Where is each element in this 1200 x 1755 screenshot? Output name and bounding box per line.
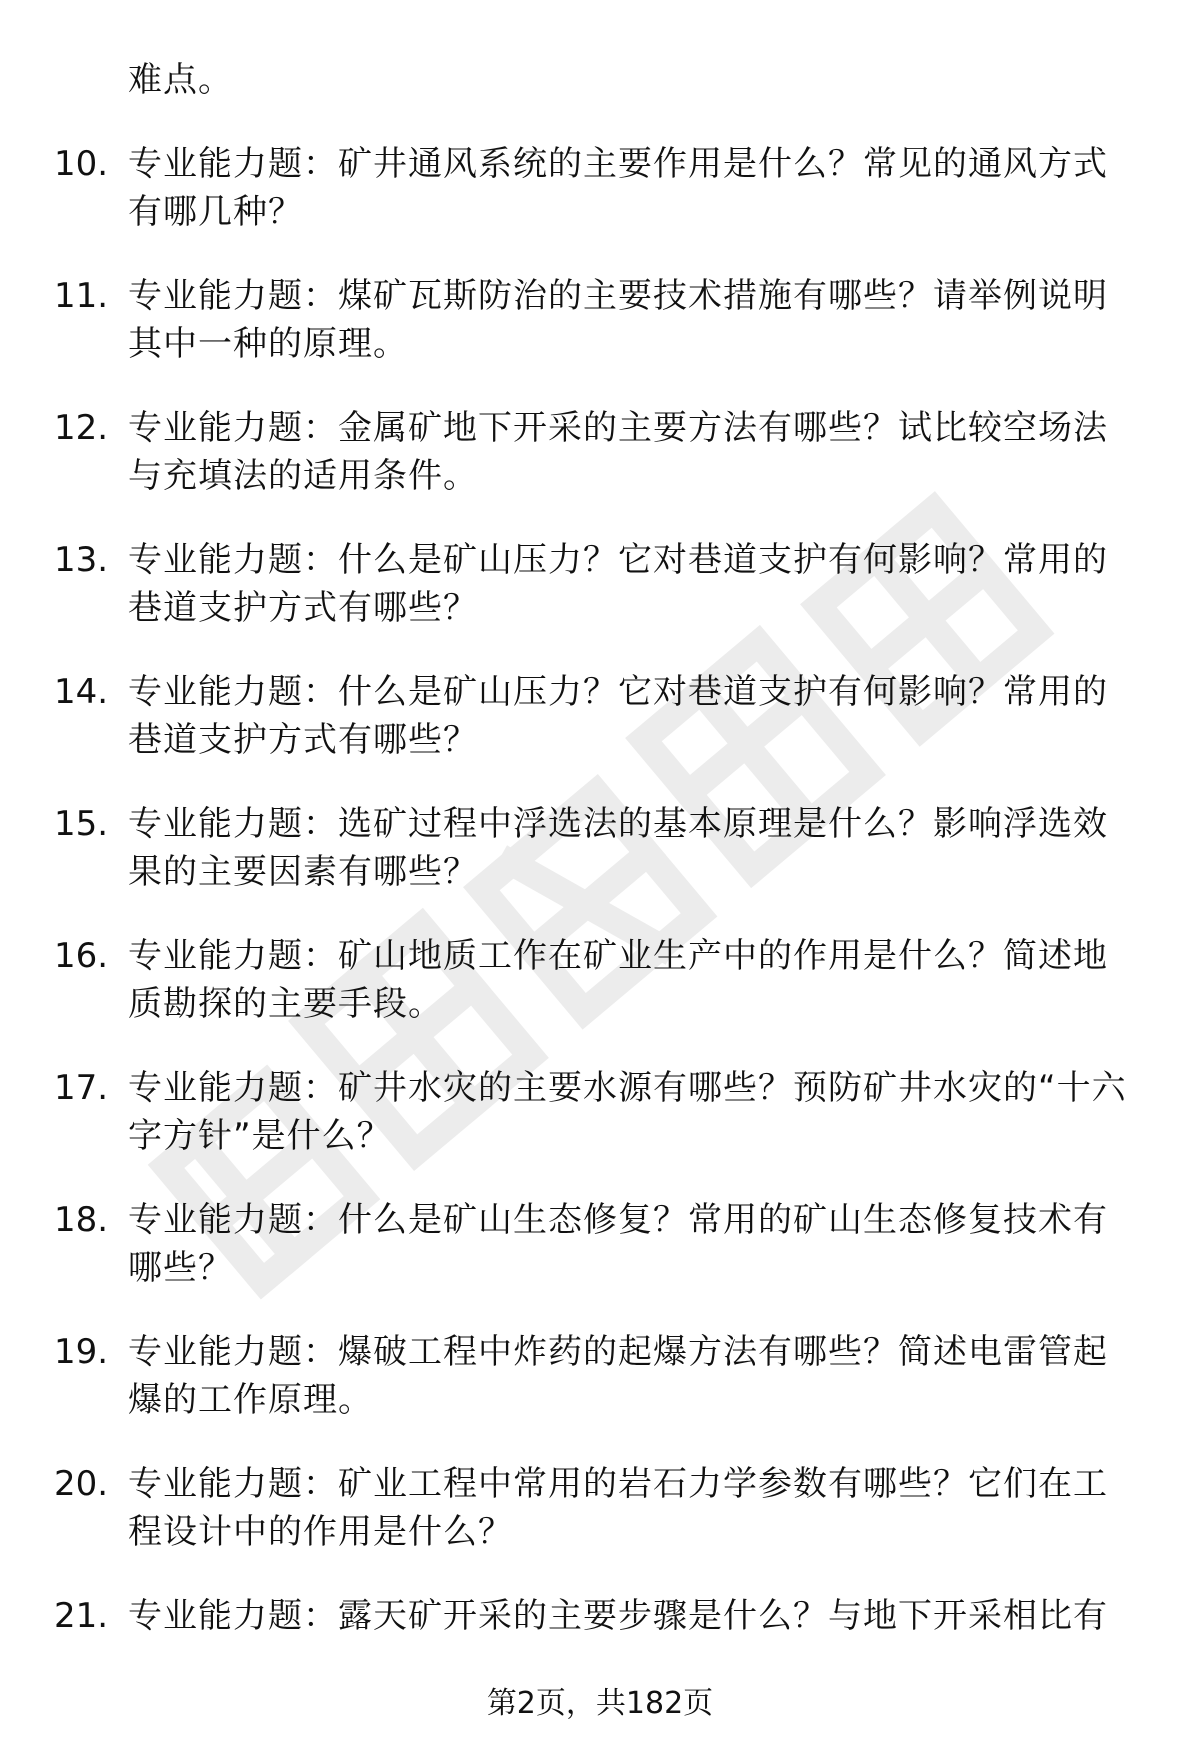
question-item xyxy=(0,1460,1200,1592)
question-number: 11. xyxy=(54,276,109,316)
question-number: 21. xyxy=(54,1596,109,1636)
question-text: 专业能力题：什么是矿山生态修复？常用的矿山生态修复技术有哪些？ xyxy=(128,1200,1108,1288)
question-number: 19. xyxy=(54,1332,109,1372)
question-number: 14. xyxy=(54,672,109,712)
question-text: 专业能力题：矿业工程中常用的岩石力学参数有哪些？它们在工程设计中的作用是什么？ xyxy=(128,1464,1108,1552)
question-item xyxy=(0,1196,1200,1328)
question-list xyxy=(0,140,1200,1724)
question-text: 专业能力题：爆破工程中炸药的起爆方法有哪些？简述电雷管起爆的工作原理。 xyxy=(128,1332,1108,1420)
question-number: 13. xyxy=(54,540,109,580)
continuation-text: 难点。 xyxy=(128,60,233,100)
question-number: 17. xyxy=(54,1068,109,1108)
question-text: 专业能力题：金属矿地下开采的主要方法有哪些？试比较空场法与充填法的适用条件。 xyxy=(128,408,1108,496)
question-item xyxy=(0,1064,1200,1196)
page-footer: 第2页，共182页 xyxy=(486,1686,714,1721)
question-number: 12. xyxy=(54,408,109,448)
question-item xyxy=(0,404,1200,536)
question-item xyxy=(0,1328,1200,1460)
question-item xyxy=(0,536,1200,668)
question-item xyxy=(0,932,1200,1064)
question-item xyxy=(0,272,1200,404)
question-text: 专业能力题：什么是矿山压力？它对巷道支护有何影响？常用的巷道支护方式有哪些？ xyxy=(128,540,1108,628)
question-number: 15. xyxy=(54,804,109,844)
question-text: 专业能力题：煤矿瓦斯防治的主要技术措施有哪些？请举例说明其中一种的原理。 xyxy=(128,276,1108,364)
question-item xyxy=(0,800,1200,932)
question-text: 专业能力题：矿井通风系统的主要作用是什么？常见的通风方式有哪几种？ xyxy=(128,144,1108,232)
question-text: 专业能力题：选矿过程中浮选法的基本原理是什么？影响浮选效果的主要因素有哪些？ xyxy=(128,804,1108,892)
question-text: 专业能力题：什么是矿山压力？它对巷道支护有何影响？常用的巷道支护方式有哪些？ xyxy=(128,672,1108,760)
question-number: 16. xyxy=(54,936,109,976)
question-number: 10. xyxy=(54,144,109,184)
question-number: 20. xyxy=(54,1464,109,1504)
question-text: 专业能力题：矿井水灾的主要水源有哪些？预防矿井水灾的“十六字方针”是什么？ xyxy=(128,1068,1127,1156)
question-item xyxy=(0,140,1200,272)
question-number: 18. xyxy=(54,1200,109,1240)
question-text: 专业能力题：矿山地质工作在矿业生产中的作用是什么？简述地质勘探的主要手段。 xyxy=(128,936,1108,1024)
question-text: 专业能力题：露天矿开采的主要步骤是什么？与地下开采相比有 xyxy=(128,1596,1108,1636)
question-item xyxy=(0,668,1200,800)
